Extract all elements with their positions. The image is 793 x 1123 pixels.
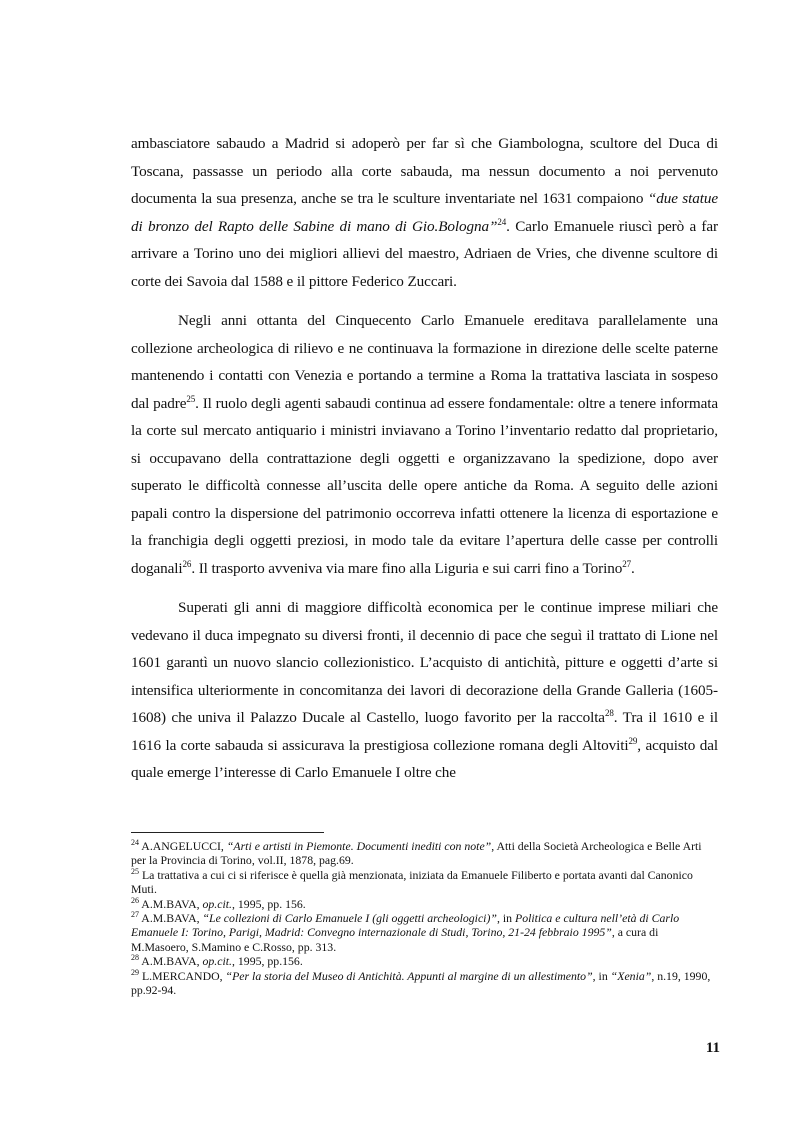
paragraph-text: . Il trasporto avveniva via mare fino alla Liguria e sui carri fino a Torino [191, 559, 623, 577]
footnote-italic: “Le collezioni di Carlo Emanuele I (gli oggetti archeologici)” [202, 911, 497, 926]
footnote-text: , 1995, pp. 156. [232, 896, 306, 911]
footnote-25 [131, 868, 718, 897]
footnote-text: La trattativa a cui ci si riferisce è quella già menzionata, iniziata da Emanuele Filiberto e portata avanti dal Canonico Muti. [131, 867, 693, 897]
paragraph-2 [131, 307, 718, 582]
footnote-text: , 1995, pp.156. [232, 954, 303, 969]
footnote-number: 24 [131, 838, 139, 848]
footnote-text: , a cura di M.Masoero, S.Mamino e C.Rosso, pp. 313. [131, 925, 659, 954]
footnote-27 [131, 911, 718, 954]
paragraph-text: . Tra il 1610 e il 1616 la corte sabauda si assicurava la prestigiosa collezione romana degli Altoviti [131, 709, 718, 754]
body-text [131, 130, 718, 787]
footnote-italic: op.cit. [202, 896, 232, 911]
footnote-text: A.M.BAVA, [139, 954, 203, 969]
paragraph-text: . [631, 559, 635, 577]
paragraph-1 [131, 130, 718, 295]
footnote-ref-29[interactable]: 29 [628, 735, 638, 746]
footnote-28 [131, 954, 718, 968]
footnote-text: , Atti della Società Archeologica e Belle Arti per la Provincia di Torino, vol.II, 1878, pag.69. [131, 839, 702, 868]
paragraph-text: . Carlo Emanuele riuscì però a far arrivare a Torino uno dei migliori allievi del maestro, Adriaen de Vries, che divenne scultore di corte dei Savoia dal 1588 e il pittore Federico Zuccari. [131, 217, 718, 290]
footnote-number: 29 [131, 967, 139, 977]
footnote-italic: Politica e cultura nell’età di Carlo Emanuele I: Torino, Parigi, Madrid: Convegno internazionale di Studi, Torino, 21-24 febbraio 1995” [131, 911, 680, 940]
footnote-text: L.MERCANDO, [139, 968, 226, 983]
italic-quote: “due statue di bronzo del Rapto delle Sabine di mano di Gio.Bologna” [131, 190, 718, 235]
footnote-26 [131, 897, 718, 911]
footnote-italic: “Arti e artisti in Piemonte. Documenti inediti con note” [226, 839, 492, 853]
paragraph-text: , acquisto dal quale emerge l’interesse di Carlo Emanuele I oltre che [131, 736, 718, 781]
footnote-text: A.M.BAVA, [139, 911, 203, 926]
footnote-number: 25 [131, 866, 139, 876]
footnote-italic: “Xenia” [610, 968, 652, 983]
footnote-ref-24[interactable]: 24 [497, 216, 507, 227]
footnote-number: 28 [131, 953, 139, 963]
footnote-ref-27[interactable]: 27 [622, 558, 632, 569]
footnote-text: , n.19, 1990, pp.92-94. [131, 968, 711, 998]
paragraph-text: ambasciatore sabaudo a Madrid si adoperò per far sì che Giambologna, scultore del Duca di Toscana, passasse un periodo alla corte sabauda, ma nessun documento a noi pervenuto documenta la sua presenza, anche se tra le sculture inventariate nel 1631 compaiono [131, 135, 718, 207]
paragraph-text: Negli anni ottanta del Cinquecento Carlo Emanuele ereditava parallelamente una collezione archeologica di rilievo e ne continuava la formazione in direzione delle scelte paterne mantenendo i contatti con Venezia e portando a termine a Roma la trattativa lasciata in sospeso dal padre [131, 312, 718, 412]
paragraph-text: Superati gli anni di maggiore difficoltà economica per le continue imprese miliari che vedevano il duca impegnato su diversi fronti, il decennio di pace che seguì il trattato di Lione nel 1601 garantì un nuovo slancio collezionistico. L’acquisto di antichità, pitture e oggetti d’arte si intensifica ulteriormente in concomitanza dei lavori di decorazione della Grande Galleria (1605-1608) che univa il Palazzo Ducale al Castello, luogo favorito per la raccolta [131, 599, 718, 726]
page-number: 11 [705, 1040, 720, 1056]
footnote-ref-25[interactable]: 25 [186, 393, 196, 404]
paragraph-3 [131, 594, 718, 787]
footnote-24 [131, 839, 718, 868]
footnote-number: 26 [131, 895, 139, 905]
footnote-text: , in [496, 911, 515, 926]
footnote-ref-26[interactable]: 26 [182, 558, 192, 569]
footnote-italic: “Per la storia del Museo di Antichità. Appunti al margine di un allestimento” [225, 968, 593, 983]
footnote-text: A.M.BAVA, [139, 896, 203, 911]
footnote-italic: op.cit. [202, 954, 232, 969]
footnote-text: , in [592, 968, 611, 983]
paragraph-text: . Il ruolo degli agenti sabaudi continua ad essere fondamentale: oltre a tenere informata la corte sul mercato antiquario i ministri inviavano a Torino l’inventario redatto dal proprietario, si occupavano della contrattazione degli oggetti e organizzavano la spedizione, dopo aver superato le difficoltà connesse all’uscita delle opere antiche da Roma. A seguito delle azioni papali contro la dispersione del patrimonio occorreva infatti ottenere la licenza di esportazione e la franchigia degli oggetti preziosi, in modo tale da evitare l’apertura delle casse per controlli doganali [131, 394, 718, 577]
footnote-29 [131, 969, 718, 998]
footnotes [131, 832, 718, 997]
footnote-text: A.ANGELUCCI, [139, 839, 227, 853]
footnote-ref-28[interactable]: 28 [604, 707, 614, 718]
footnote-separator [131, 832, 324, 833]
footnote-number: 27 [131, 910, 139, 920]
